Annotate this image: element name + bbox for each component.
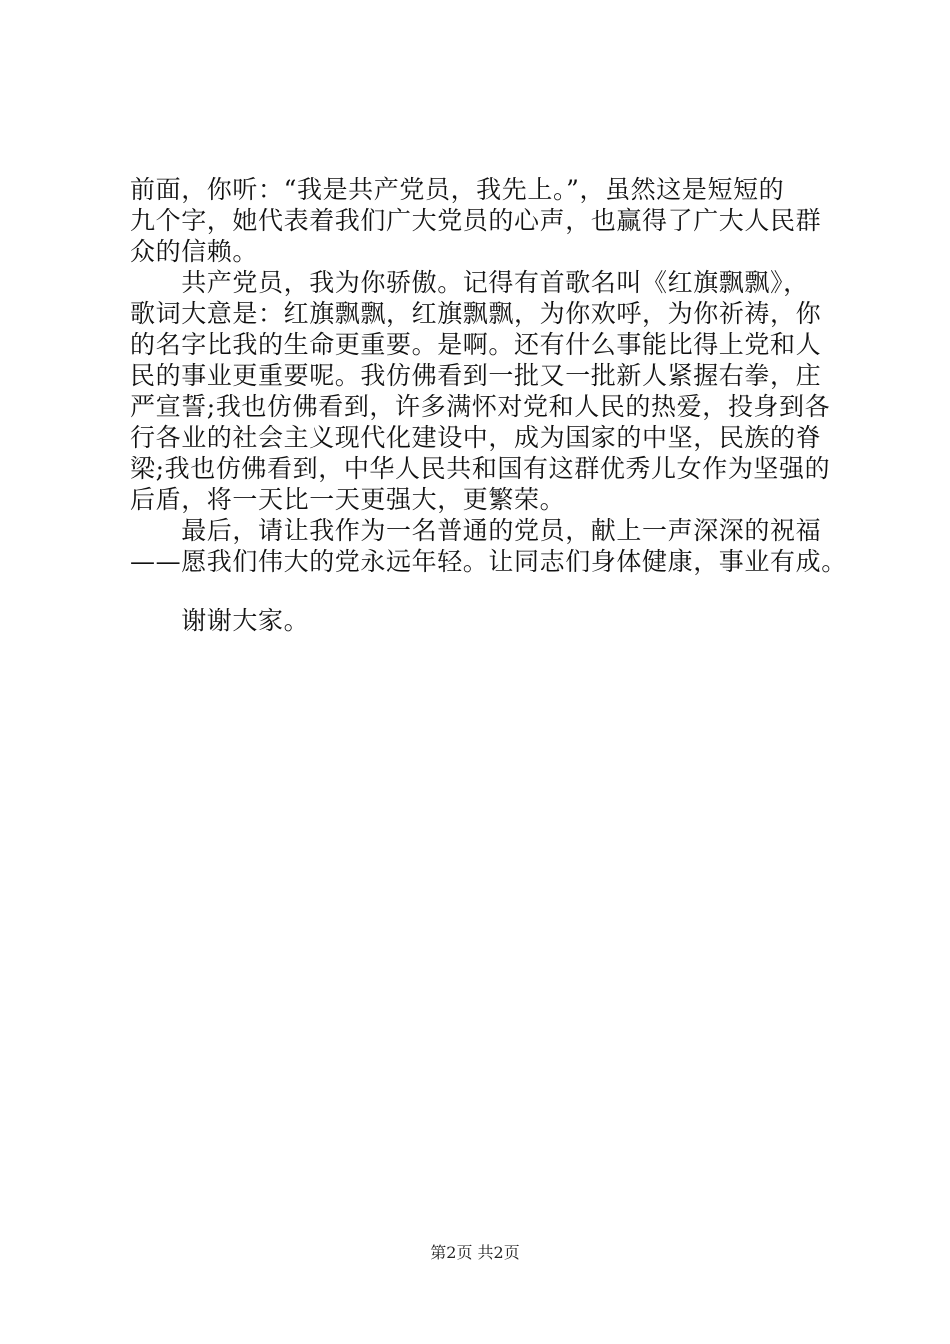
paragraph-line: 共产党员，我为你骄傲。记得有首歌名叫《红旗飘飘》， (130, 268, 809, 297)
paragraph-line: ——愿我们伟大的党永远年轻。让同志们身体健康，事业有成。 (130, 547, 847, 576)
page-number-footer: 第2页 共2页 (430, 1243, 520, 1262)
paragraph-line: 九个字，她代表着我们广大党员的心声，也赢得了广大人民群 (130, 206, 822, 235)
paragraph-line: 民的事业更重要呢。我仿佛看到一批又一批新人紧握右拳，庄 (130, 361, 822, 390)
paragraph-line: 梁;我也仿佛看到，中华人民共和国有这群优秀儿女作为坚强的 (130, 454, 831, 483)
paragraph-line: 行各业的社会主义现代化建设中，成为国家的中坚，民族的脊 (130, 423, 822, 452)
closing-line: 谢谢大家。 (130, 606, 310, 635)
paragraph-line: 众的信赖。 (130, 237, 259, 266)
paragraph-line: 严宣誓;我也仿佛看到，许多满怀对党和人民的热爱，投身到各 (130, 392, 831, 421)
paragraph-line: 歌词大意是：红旗飘飘，红旗飘飘，为你欢呼，为你祈祷，你 (130, 299, 822, 328)
paragraph-line: 前面，你听：“我是共产党员，我先上。”，虽然这是短短的 (130, 175, 785, 204)
paragraph-line: 后盾，将一天比一天更强大，更繁荣。 (130, 485, 566, 514)
paragraph-line: 的名字比我的生命更重要。是啊。还有什么事能比得上党和人 (130, 330, 822, 359)
paragraph-line: 最后，请让我作为一名普通的党员，献上一声深深的祝福 (130, 516, 822, 545)
